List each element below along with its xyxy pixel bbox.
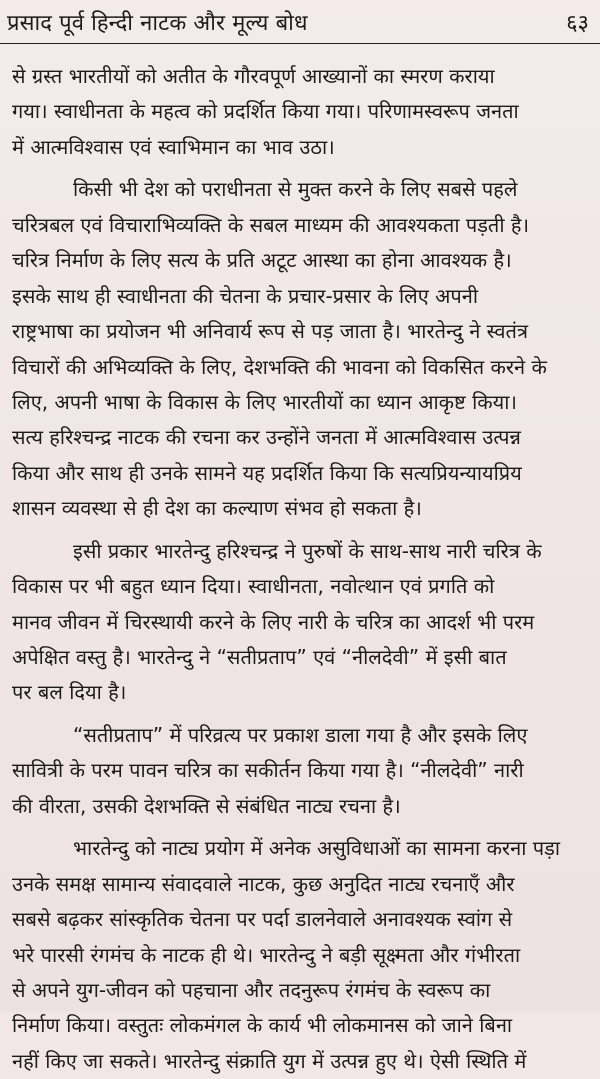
- paragraph-line: से अपने युग-जीवन को पहचाना और तदनुरूप रंगमंच के स्वरूप का: [12, 977, 491, 1002]
- paragraph-line-indented: “सतीप्रताप” में परिव्रत्य पर प्रकाश डाला गया है और इसके लिए: [73, 722, 528, 747]
- running-head: [0, 0, 600, 44]
- paragraph-line: अपेक्षित वस्तु है। भारतेन्दु ने “सतीप्रताप” एवं “नीलदेवी” में इसी बात: [12, 645, 507, 669]
- paragraph-1: [12, 59, 594, 165]
- paragraph-line: विकास पर भी बहुत ध्यान दिया। स्वाधीनता, नवोत्थान एवं प्रगति को: [12, 574, 495, 599]
- paragraph-line: से ग्रस्त भारतीयों को अतीत के गौरवपूर्ण आख्यानों का स्मरण कराया: [12, 64, 495, 88]
- paragraph-gap: [12, 527, 594, 534]
- paragraph-gap: [12, 165, 594, 172]
- paragraph-line: उनके समक्ष सामान्य संवादवाले नाटक, कुछ अनुदित नाट्य रचनाएँ और: [12, 871, 515, 896]
- paragraph-line: में आत्मविश्वास एवं स्वाभिमान का भाव उठा।: [12, 134, 335, 159]
- paragraph-line: निर्माण किया। वस्तुतः लोकमंगल के कार्य भी लोकमानस को जाने बिना: [12, 1013, 513, 1038]
- paragraph-2: [12, 172, 594, 526]
- paragraph-line: लिए, अपनी भाषा के विकास के लिए भारतीयों का ध्यान आकृष्ट किया।: [12, 389, 517, 414]
- page-header-title: प्रसाद पूर्व हिन्दी नाटक और मूल्य बोध: [7, 11, 308, 36]
- paragraph-line: सत्य हरिश्चन्द्र नाटक की रचना कर उन्होंने जनता में आत्मविश्वास उत्पन्न: [12, 425, 521, 450]
- paragraph-line: राष्ट्रभाषा का प्रयोजन भी अनिवार्य रूप से पड़ जाता है। भारतेन्दु ने स्वतंत्र: [12, 319, 528, 344]
- paragraph-5: [12, 831, 594, 1079]
- paragraph-line: पर बल दिया है।: [12, 680, 127, 705]
- paragraph-line: चरित्र निर्माण के लिए सत्य के प्रति अटूट आस्था का होना आवश्यक है।: [12, 248, 512, 273]
- paragraph-line: शासन व्यवस्था से ही देश का कल्याण संभव हो सकता है।: [12, 496, 422, 521]
- paragraph-line: इसके साथ ही स्वाधीनता की चेतना के प्रचार-प्रसार के लिए अपनी: [12, 283, 479, 308]
- paragraph-line: विचारों की अभिव्यक्ति के लिए, देशभक्ति की भावना को विकसित करने के: [12, 354, 547, 379]
- paragraph-line: मानव जीवन में चिरस्थायी करने के लिए नारी के चरित्र का आदर्श भी परम: [12, 609, 535, 634]
- paragraph-line-indented: किसी भी देश को पराधीनता से मुक्त करने के लिए सबसे पहले: [73, 177, 518, 202]
- paragraph-line-indented: भारतेन्दु को नाट्य प्रयोग में अनेक असुविधाओं का सामना करना पड़ा: [73, 836, 560, 861]
- paragraph-line: भरे पारसी रंगमंच के नाटक ही थे। भारतेन्दु ने बड़ी सूक्ष्मता और गंभीरता: [12, 942, 521, 967]
- page-body: [12, 59, 594, 1079]
- paragraph-3: [12, 534, 594, 711]
- paragraph-line: सावित्री के परम पावन चरित्र का सकीर्तन किया गया है। “नीलदेवी” नारी: [12, 758, 524, 783]
- paragraph-line: नहीं किए जा सकते। भारतेन्दु संक्राति युग में उत्पन्न हुए थे। ऐसी स्थिति में: [12, 1048, 527, 1073]
- paragraph-gap: [12, 711, 594, 718]
- paragraph-line: सबसे बढ़कर सांस्कृतिक चेतना पर पर्दा डालनेवाले अनावश्यक स्वांग से: [12, 907, 513, 932]
- paragraph-line: की वीरता, उसकी देशभक्ति से संबंधित नाट्य रचना है।: [12, 793, 401, 818]
- paragraph-4: [12, 718, 594, 824]
- paragraph-line: गया। स्वाधीनता के महत्व को प्रदर्शित किया गया। परिणामस्वरूप जनता: [12, 99, 519, 124]
- paragraph-gap: [12, 824, 594, 831]
- page-number: ६३: [566, 11, 589, 36]
- paragraph-line-indented: इसी प्रकार भारतेन्दु हरिश्चन्द्र ने पुरुषों के साथ-साथ नारी चरित्र के: [73, 538, 542, 563]
- header-rule: [0, 43, 600, 44]
- paragraph-line: चरित्रबल एवं विचाराभिव्यक्ति के सबल माध्यम की आवश्यकता पड़ती है।: [12, 212, 530, 237]
- paragraph-line: किया और साथ ही उनके सामने यह प्रदर्शित किया कि सत्यप्रियन्यायप्रिय: [12, 460, 522, 485]
